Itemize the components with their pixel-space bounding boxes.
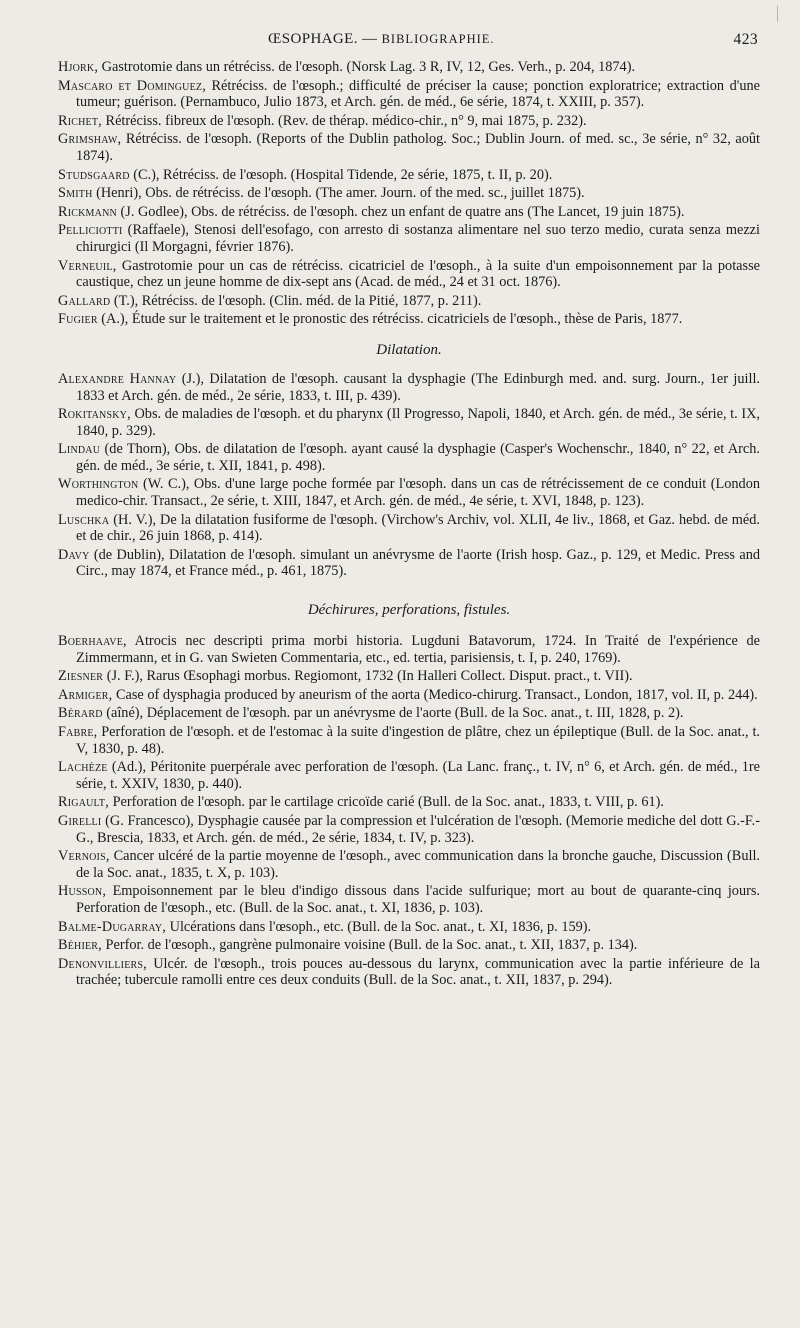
entry-text: (A.), Étude sur le traitement et le pronostic des rétréciss. cicatriciels de l'œsoph., thèse de Paris, 1877. <box>97 311 683 328</box>
entry-text: Empoisonnement par le bleu d'indigo dissous dans l'acide sulfurique; mort au bout de quarante-cinq jours. Perforation de l'œsoph., etc. (Bull. de la Soc. anat., t. XI, 1836, p. 103). <box>76 883 760 916</box>
bibliography-entry <box>58 371 760 404</box>
entry-author: Ziesner <box>58 668 104 685</box>
entry-author: Richet, <box>58 112 102 129</box>
bibliography-entry <box>58 794 760 811</box>
entry-author: Lachèze <box>58 759 108 776</box>
entry-text: Rétréciss. de l'œsoph.; difficulté de préciser la cause; ponction exploratrice; extraction d'une tumeur; guérison. (Pernambuco, Julio 1873, et Arch. gén. de méd., 6e série, 1874, t. XXIII, p. 357). <box>76 77 760 111</box>
entry-text: (Henri), Obs. de rétréciss. de l'œsoph. (The amer. Journ. of the med. sc., juillet 1875). <box>92 185 585 202</box>
bibliography-entry <box>58 441 760 474</box>
entry-author: Luschka <box>58 511 110 528</box>
entry-text: (Raffaele), Stenosi dell'esofago, con arresto di sostanza alimentare nel suo terzo medio, curata senza mezzi chirurgici (Il Morgagni, février 1876). <box>76 222 760 255</box>
margin-mark <box>777 6 778 22</box>
entry-author: Vernois, <box>58 848 110 865</box>
entry-text: (H. V.), De la dilatation fusiforme de l'œsoph. (Virchow's Archiv, vol. XLII, 4e liv., 1868, et Gaz. hebd. de méd. et de chir., 26 juin 1868, p. 414). <box>76 511 760 545</box>
entry-author: Studsgaard <box>58 166 130 183</box>
entry-author: Pelliciotti <box>58 222 123 239</box>
entry-text: (Ad.), Péritonite puerpérale avec perforation de l'œsoph. (La Lanc. franç., t. IV, n° 6, et Arch. gén. de méd., 1re série, t. XXIV, 1830, p. 440). <box>76 759 760 792</box>
entry-text: (T.), Rétréciss. de l'œsoph. (Clin. méd. de la Pitié, 1877, p. 211). <box>110 292 482 309</box>
entry-author: Bérard <box>58 705 103 722</box>
entry-text: Rétréciss. fibreux de l'œsoph. (Rev. de thérap. médico-chir., n° 9, mai 1875, p. 232). <box>101 112 587 129</box>
bibliography-entry <box>58 185 760 202</box>
entry-author: Alexandre Hannay <box>58 370 177 387</box>
entry-text: Rétréciss. de l'œsoph. (Reports of the Dublin patholog. Soc.; Dublin Journ. of med. sc., 3e série, n° 32, août 1874). <box>76 131 760 164</box>
bibliography-entry <box>58 547 760 580</box>
entry-text: Gastrotomie dans un rétréciss. de l'œsoph. (Norsk Lag. 3 R, IV, 12, Ges. Verh., p. 204, 1874). <box>98 59 636 75</box>
bibliography-entry <box>58 512 760 545</box>
bibliography-entry <box>58 687 760 704</box>
bibliography-entry <box>58 848 760 881</box>
bibliography-entry <box>58 724 760 757</box>
entry-text: Atrocis nec descripti prima morbi historia. Lugduni Batavorum, 1724. In Traité de l'expérience de Zimmermann, et in G. van Swieten Commentaria, etc., ed. tertia, parisiensis, t. I, p. 240, 1769). <box>76 633 760 666</box>
entry-author: Béhier, <box>58 937 102 954</box>
page-number: 423 <box>733 31 758 48</box>
bibliography-entry <box>58 167 760 184</box>
entries-dilatation <box>58 371 760 580</box>
chapter-title: ŒSOPHAGE. <box>268 31 358 47</box>
entry-text: (J.), Dilatation de l'œsoph. causant la dysphagie (The Edinburgh med. and. surg. Journ., 1er juill. 1833 et Arch. gén. de méd., 2e série, 1833, t. III, p. 439). <box>76 370 761 404</box>
running-head <box>58 31 760 57</box>
bibliography-entry <box>58 956 760 989</box>
bibliography-entry <box>58 78 760 111</box>
entry-author: Fugier <box>58 311 98 328</box>
bibliography-entry <box>58 406 760 439</box>
bibliography-entry <box>58 883 760 916</box>
chapter-subtitle: BIBLIOGRAPHIE. <box>381 32 495 46</box>
entry-author: Denonvilliers, <box>58 955 147 972</box>
entry-author: Rokitansky, <box>58 406 131 423</box>
bibliography-entry <box>58 476 760 509</box>
bibliography-entry <box>58 759 760 792</box>
entry-author: Boerhaave, <box>58 633 127 650</box>
bibliography-entry <box>58 705 760 722</box>
bibliography-entry <box>58 204 760 221</box>
entry-text: (W. C.), Obs. d'une large poche formée par l'œsoph. dans un cas de rétrécissement de ce conduit (London medico-chir. Transact., 2e série, t. XIII, 1847, et Arch. gén. de méd., 4e série, t. XVI, 1848, p. 123). <box>76 476 760 510</box>
entry-author: Rigault, <box>58 794 110 811</box>
entry-text: (J. F.), Rarus Œsophagi morbus. Regiomont, 1732 (In Halleri Collect. Disput. pract., t. VII). <box>103 668 633 685</box>
entry-text: Ulcérations dans l'œsoph., etc. (Bull. de la Soc. anat., t. XI, 1836, p. 159). <box>166 918 592 935</box>
entry-text: (de Thorn), Obs. de dilatation de l'œsoph. ayant causé la dysphagie (Casper's Wochenschr., 1840, n° 22, et Arch. gén. de méd., 3e série, t. XII, 1841, p. 498). <box>76 441 760 474</box>
section-heading-dilatation: Dilatation. <box>376 341 442 358</box>
entry-text: Ulcér. de l'œsoph., trois pouces au-dessous du larynx, communication avec la partie inférieure de la trachée; tubercule ramolli entre ces deux conduits (Bull. de la Soc. anat., t. XII, 1837, p. 294). <box>76 955 760 989</box>
entry-author: Davy <box>58 546 90 563</box>
bibliography-entry <box>58 222 760 255</box>
bibliography-entry <box>58 668 760 685</box>
entries-rétrécissement <box>58 59 760 328</box>
entry-author: Armiger, <box>58 686 113 703</box>
entry-author: Balme-Dugarray, <box>58 918 167 935</box>
entry-author: Worthington <box>58 476 139 493</box>
title-separator: — <box>362 31 378 47</box>
entry-author: Husson, <box>58 883 107 900</box>
bibliography-entry <box>58 293 760 310</box>
entry-text: (J. Godlee), Obs. de rétréciss. de l'œsoph. chez un enfant de quatre ans (The Lancet, 19 juin 1875). <box>116 203 685 220</box>
entry-text: (aîné), Déplacement de l'œsoph. par un anévrysme de l'aorte (Bull. de la Soc. anat., t. III, 1828, p. 2). <box>102 705 684 722</box>
entry-author: Verneuil, <box>58 257 117 274</box>
entry-text: (de Dublin), Dilatation de l'œsoph. simulant un anévrysme de l'aorte (Irish hosp. Gaz., p. 129, et Medic. Press and Circ., may 1874, et France méd., p. 461, 1875). <box>76 546 760 580</box>
entry-author: Girelli <box>58 812 102 829</box>
entry-author: Grimshaw, <box>58 131 122 148</box>
bibliography-entry <box>58 919 760 936</box>
bibliography-entry <box>58 59 760 76</box>
entry-text: Gastrotomie pour un cas de rétréciss. cicatriciel de l'œsoph., à la suite d'un empoisonnement par la potasse caustique, chez un jeune homme de dix-sept ans (Acad. de méd., 24 et 31 oct. 1876). <box>76 257 760 291</box>
section-heading-dechirures: Déchirures, perforations, fistules. <box>307 602 511 619</box>
entry-author: Rickmann <box>58 203 117 220</box>
entry-author: Fabre, <box>58 724 98 740</box>
entry-text: Perfor. de l'œsoph., gangrène pulmonaire voisine (Bull. de la Soc. anat., t. XII, 1837, p. 134). <box>101 937 638 954</box>
entry-author: Mascaro et Dominguez, <box>58 77 206 94</box>
entry-text: Obs. de maladies de l'œsoph. et du pharynx (Il Progresso, Napoli, 1840, et Arch. gén. de méd., 3e série, t. IX, 1840, p. 329). <box>76 406 760 439</box>
entry-author: Hjork, <box>58 59 99 75</box>
entry-text: Perforation de l'œsoph. par le cartilage cricoïde carié (Bull. de la Soc. anat., 1833, t. VIII, p. 61). <box>109 794 664 811</box>
entry-text: Case of dysphagia produced by aneurism of the aorta (Medico-chirurg. Transact., London, 1817, vol. II, p. 244). <box>112 686 758 703</box>
entry-text: Perforation de l'œsoph. et de l'estomac à la suite d'ingestion de plâtre, chez un épileptique (Bull. de la Soc. anat., t. V, 1830, p. 48). <box>76 724 760 757</box>
entry-author: Gallard <box>58 292 111 309</box>
bibliography-entry <box>58 813 760 846</box>
bibliography-entry <box>58 131 760 164</box>
entry-author: Lindau <box>58 441 101 458</box>
bibliography-entry <box>58 113 760 130</box>
bibliography-entry <box>58 633 760 666</box>
running-title <box>268 31 495 48</box>
bibliography-entry <box>58 937 760 954</box>
bibliography-entry <box>58 311 760 328</box>
entry-text: Cancer ulcéré de la partie moyenne de l'œsoph., avec communication dans la bronche gauche, Discussion (Bull. de la Soc. anat., 1835, t. X, p. 103). <box>76 848 760 881</box>
entry-text: (C.), Rétréciss. de l'œsoph. (Hospital Tidende, 2e série, 1875, t. II, p. 20). <box>129 166 553 183</box>
bibliography-entry <box>58 258 760 291</box>
entry-author: Smith <box>58 185 93 202</box>
entries-dechirures <box>58 633 760 989</box>
entry-text: (G. Francesco), Dysphagie causée par la compression et l'ulcération de l'œsoph. (Memorie mediche del dott G.-F.-G., Brescia, 1833, et Arch. gén. de méd., 2e série, 1834, t. IV, p. 323). <box>76 812 760 846</box>
